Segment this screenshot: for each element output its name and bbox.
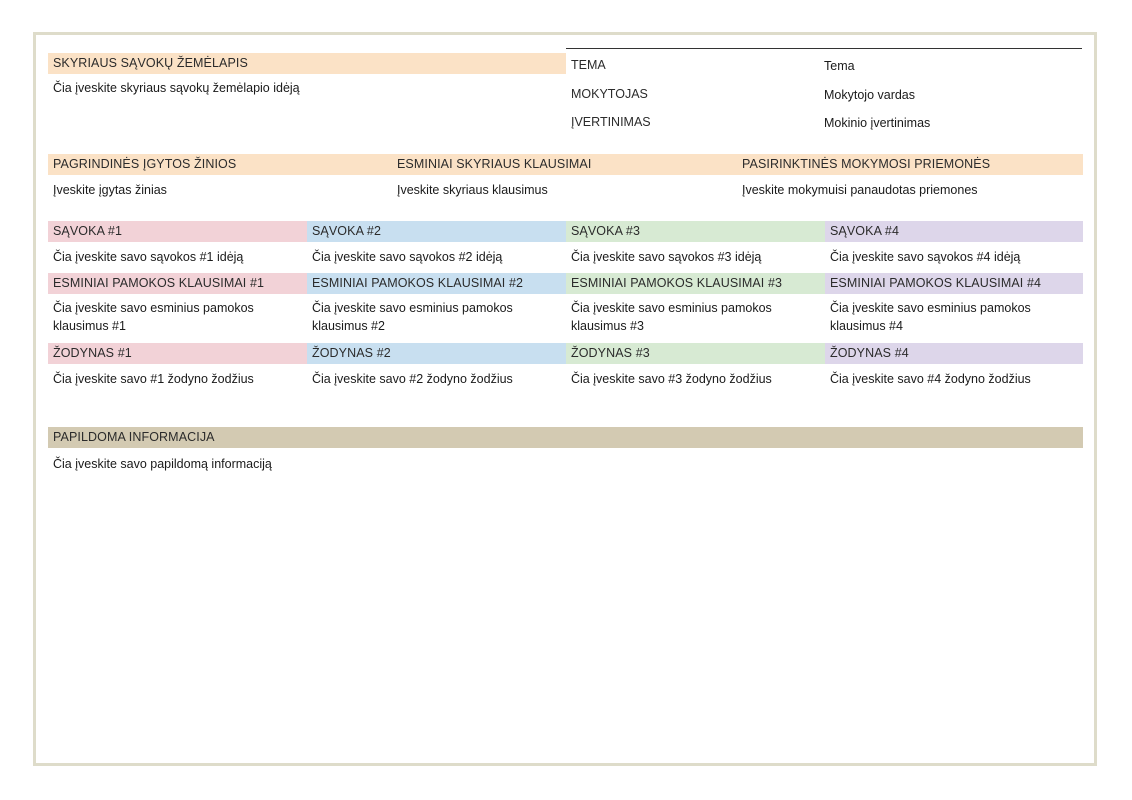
questions-4-text[interactable]: Čia įveskite savo esminius pamokos klausimus #4 — [830, 301, 1031, 333]
concept-map-header: SKYRIAUS SĄVOKŲ ŽEMĖLAPIS — [48, 53, 566, 74]
questions-3-header: ESMINIAI PAMOKOS KLAUSIMAI #3 — [566, 273, 825, 294]
unit-questions-header: ESMINIAI SKYRIAUS KLAUSIMAI — [397, 157, 592, 171]
info-top-rule — [566, 48, 1082, 49]
unit-questions-text[interactable]: Įveskite skyriaus klausimus — [397, 183, 548, 197]
questions-2-text[interactable]: Čia įveskite savo esminius pamokos klausimus #2 — [312, 301, 513, 333]
vocab-3-header: ŽODYNAS #3 — [566, 343, 825, 364]
resources-text[interactable]: Įveskite mokymuisi panaudotas priemones — [742, 183, 978, 197]
concept-2-header: SĄVOKA #2 — [307, 221, 566, 242]
teacher-value[interactable]: Mokytojo vardas — [824, 88, 916, 102]
vocab-3-text[interactable]: Čia įveskite savo #3 žodyno žodžius — [571, 372, 772, 386]
concept-map-text[interactable]: Čia įveskite skyriaus sąvokų žemėlapio idėją — [53, 81, 300, 95]
assessment-label: ĮVERTINIMAS — [571, 115, 651, 129]
prior-knowledge-header: PAGRINDINĖS ĮGYTOS ŽINIOS — [53, 157, 237, 171]
concept-3-header: SĄVOKA #3 — [566, 221, 825, 242]
prior-knowledge-text[interactable]: Įveskite įgytas žinias — [53, 183, 167, 197]
concept-1-text[interactable]: Čia įveskite savo sąvokos #1 idėją — [53, 250, 244, 264]
topic-label: TEMA — [571, 58, 606, 72]
vocab-2-header: ŽODYNAS #2 — [307, 343, 566, 364]
vocab-1-header: ŽODYNAS #1 — [48, 343, 307, 364]
questions-2-header: ESMINIAI PAMOKOS KLAUSIMAI #2 — [307, 273, 566, 294]
additional-info-header: PAPILDOMA INFORMACIJA — [48, 427, 1083, 448]
questions-3-text[interactable]: Čia įveskite savo esminius pamokos klausimus #3 — [571, 301, 772, 333]
vocab-4-text[interactable]: Čia įveskite savo #4 žodyno žodžius — [830, 372, 1031, 386]
vocab-2-text[interactable]: Čia įveskite savo #2 žodyno žodžius — [312, 372, 513, 386]
resources-header: PASIRINKTINĖS MOKYMOSI PRIEMONĖS — [742, 157, 991, 171]
concept-1-header: SĄVOKA #1 — [48, 221, 307, 242]
questions-1-header: ESMINIAI PAMOKOS KLAUSIMAI #1 — [48, 273, 307, 294]
teacher-label: MOKYTOJAS — [571, 87, 648, 101]
topic-value[interactable]: Tema — [824, 59, 855, 73]
vocab-4-header: ŽODYNAS #4 — [825, 343, 1083, 364]
concept-4-header: SĄVOKA #4 — [825, 221, 1083, 242]
page-frame — [33, 32, 1097, 766]
assessment-value[interactable]: Mokinio įvertinimas — [824, 116, 931, 130]
concept-3-text[interactable]: Čia įveskite savo sąvokos #3 idėją — [571, 250, 762, 264]
concept-4-text[interactable]: Čia įveskite savo sąvokos #4 idėją — [830, 250, 1021, 264]
questions-4-header: ESMINIAI PAMOKOS KLAUSIMAI #4 — [825, 273, 1083, 294]
additional-info-text[interactable]: Čia įveskite savo papildomą informaciją — [53, 457, 272, 471]
vocab-1-text[interactable]: Čia įveskite savo #1 žodyno žodžius — [53, 372, 254, 386]
concept-2-text[interactable]: Čia įveskite savo sąvokos #2 idėją — [312, 250, 503, 264]
questions-1-text[interactable]: Čia įveskite savo esminius pamokos klausimus #1 — [53, 301, 254, 333]
